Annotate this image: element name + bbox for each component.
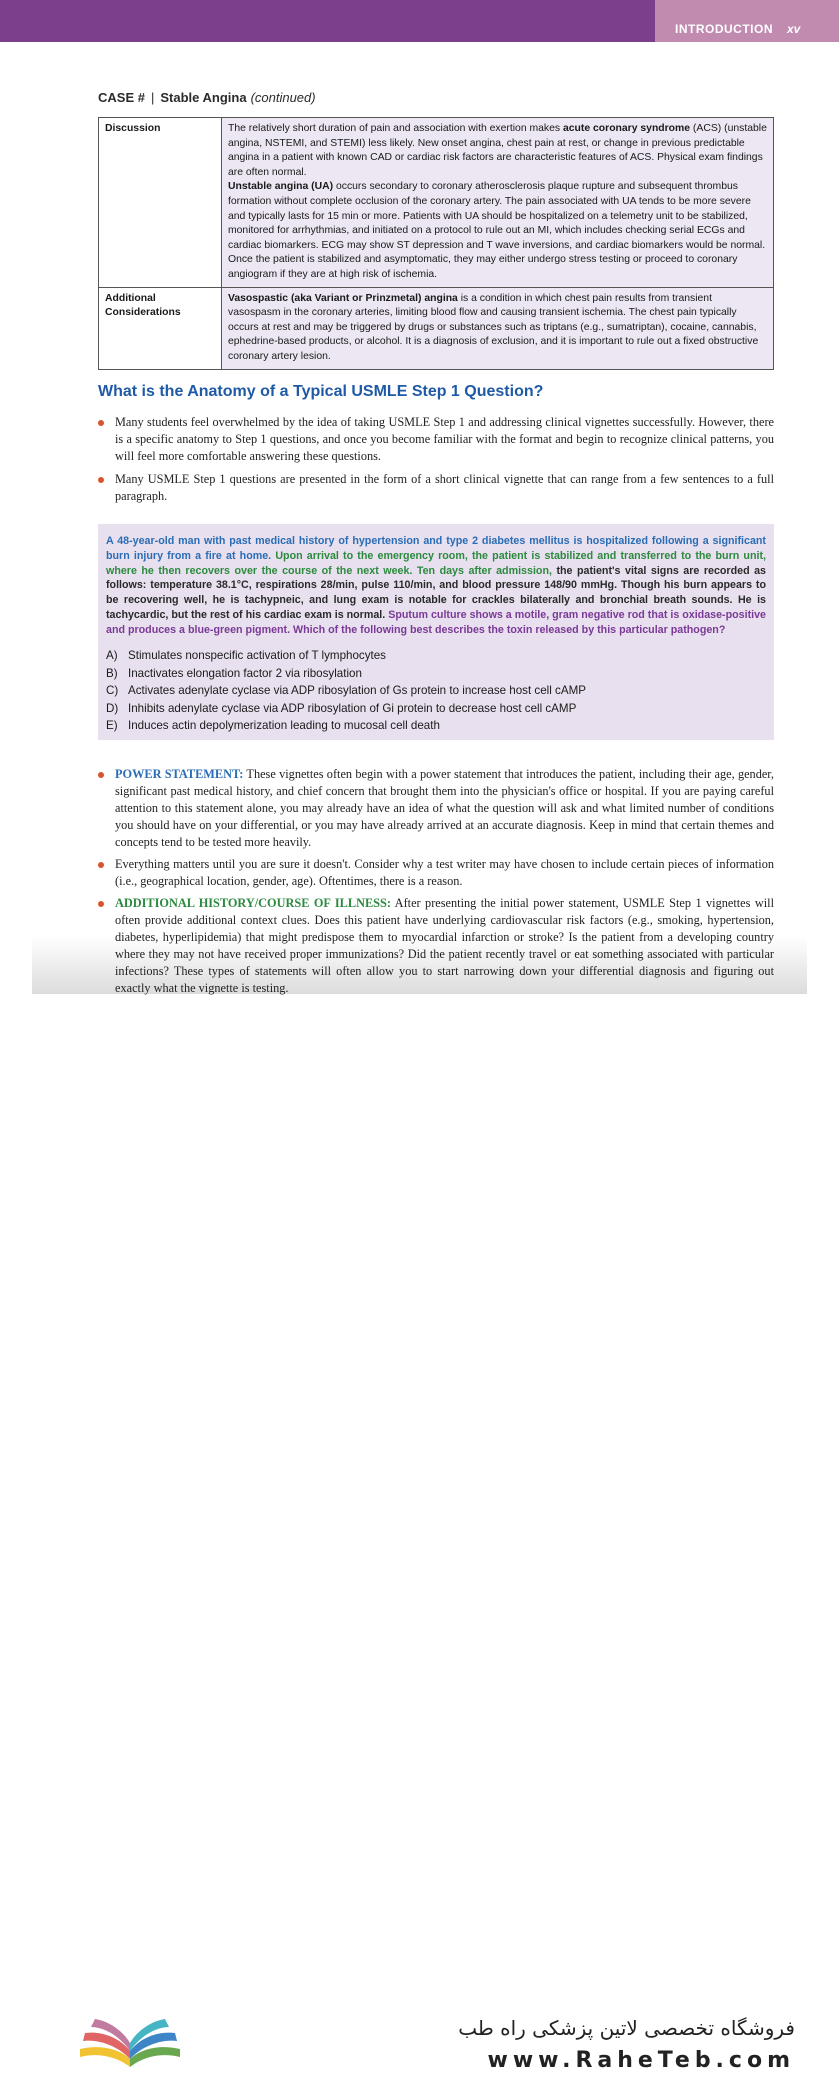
answer-option: D) Inhibits adenylate cyclase via ADP ribosylation of Gi protein to decrease host cell cAMP (106, 701, 577, 715)
bullet-item: POWER STATEMENT: These vignettes often begin with a power statement that introduces the patient, including their age, gender, significant past medical history, and chief concern that brought them into the physician's office or hospital. If you are paying careful attention to this statement alone, you may already have an idea of what the question will ask and what limited number of conditions you should have on your differential, or you may have already arrived at an accurate diagnosis. Keep in mind that certain themes and concepts tend to be tested more heavily. (98, 766, 774, 851)
section-heading: What is the Anatomy of a Typical USMLE Step 1 Question? (98, 383, 544, 400)
answer-options (106, 647, 586, 735)
stem-power-statement: A 48-year-old man with past medical history of hypertension and type 2 diabetes mellitus is hospitalized following a significant burn injury from a fire at home. (106, 535, 766, 562)
header-bar (0, 0, 655, 42)
bullet-dot-icon (98, 901, 104, 907)
section-label: INTRODUCTION (675, 22, 773, 36)
case-text: The relatively short duration of pain and association with exertion makes (228, 123, 563, 134)
intro-bullet-list (98, 414, 774, 511)
book-logo-icon (75, 2005, 185, 2075)
bullet-item: Many USMLE Step 1 questions are presented in the form of a short clinical vignette that can range from a few sentences to a full paragraph. (98, 471, 774, 505)
case-row-text (222, 287, 774, 369)
bullet-dot-icon (98, 862, 104, 868)
bullet-dot-icon (98, 772, 104, 778)
stem-question: Sputum culture shows a motile, gram negative rod that is oxidase-positive and produces a blue-green pigment. Which of the following best describes the toxin released by this particular pathogen? (106, 608, 766, 636)
bullet-keyword: ADDITIONAL HISTORY/COURSE OF ILLNESS: (115, 896, 391, 910)
sample-question-box (98, 524, 774, 740)
case-row-label: Additional Considerations (99, 287, 222, 369)
case-row-text (222, 118, 774, 288)
answer-option: A) Stimulates nonspecific activation of T lymphocytes (106, 649, 386, 662)
case-text: is a condition in which chest pain results from transient vasospasm in the coronary arteries, limiting blood flow and causing transient ischemia. The chest pain typically occurs at rest and may be triggered by drugs or substances such as triptans (e.g., sumatriptan), cocaine, cannabis, ephedrine-based products, or alcohol. It is a diagnosis of exclusion, and it is important to rule out a fixed obstructive coronary artery lesion. (228, 292, 759, 362)
case-row-label: Discussion (99, 118, 222, 288)
shop-url: www.RaheTeb.com (487, 2048, 795, 2073)
answer-option: B) Inactivates elongation factor 2 via ribosylation (106, 666, 362, 680)
case-term: acute coronary syndrome (563, 123, 691, 134)
case-text: occurs secondary to coronary atherosclerosis plaque rupture and subsequent thrombus formation without complete occlusion of the coronary artery. The pain associated with UA tends to be more severe and typically lasts for 15 min or more. Patients with UA should be hospitalized on a telemetry unit to be stabilized, monitored for arrhythmias, and initiated on a protocol to rule out an MI, which includes checking serial ECGs and cardiac biomarkers. ECG may show ST depression and T wave inversions, and cardiac biomarkers would be normal. Once the patient is stabilized and asymptomatic, they may either undergo stress testing or proceed to coronary angiogram if they are at high risk of ischemia. (228, 181, 766, 280)
anatomy-bullet-list (98, 766, 774, 1002)
case-name: Stable Angina (160, 90, 247, 105)
case-term: Vasospastic (aka Variant or Prinzmetal) angina (228, 292, 458, 304)
case-title: CASE # | Stable Angina (continued) (98, 90, 316, 105)
header-tab (655, 0, 839, 42)
stem-exam: the patient's vital signs are recorded as follows: temperature 38.1°C, respirations 28/min, pulse 110/min, and blood pressure 148/90 mmHg. Though his burn appears to be recovering well, he is tachypneic, and lung exam is notable for crackles bilaterally and bronchial breath sounds. He is tachycardic, but the rest of his cardiac exam is normal. (106, 564, 766, 621)
footer-banner (0, 1000, 839, 2073)
case-row (99, 118, 774, 288)
case-text: (ACS) (unstable angina, NSTEMI, and STEMI) less likely. New onset angina, chest pain at rest, or change in previous predictable angina in a patient with known CAD or cardiac risk factors are characteristic features of ACS. Physical exam findings are often normal. (228, 123, 767, 178)
case-table (98, 117, 774, 370)
page-number: xv (787, 22, 801, 36)
bullet-dot-icon (98, 477, 104, 483)
case-term: Unstable angina (UA) (228, 181, 334, 193)
bullet-keyword: POWER STATEMENT: (115, 767, 244, 781)
bullet-item: Everything matters until you are sure it doesn't. Consider why a test writer may have chosen to include certain pieces of information (i.e., geographical location, gender, age). Oftentimes, there is a reason. (98, 856, 774, 890)
answer-option: C) Activates adenylate cyclase via ADP ribosylation of Gs protein to increase host cell cAMP (106, 684, 586, 698)
question-stem (106, 534, 766, 638)
stem-history: Upon arrival to the emergency room, the patient is stabilized and transferred to the burn unit, where he then recovers over the course of the next week. Ten days after admission, (106, 549, 766, 577)
case-prefix: CASE # (98, 90, 145, 105)
shop-name: فروشگاه تخصصی لاتین پزشکی راه طب (458, 2016, 795, 2040)
bullet-dot-icon (98, 420, 104, 426)
bullet-item: Many students feel overwhelmed by the idea of taking USMLE Step 1 and addressing clinical vignettes successfully. However, there is a specific anatomy to Step 1 questions, and once you become familiar with the format and begin to recognize clinical patterns, you will feel more comfortable answering these questions. (98, 414, 774, 465)
case-suffix: (continued) (250, 90, 316, 105)
answer-option: E) Induces actin depolymerization leading to mucosal cell death (106, 719, 440, 733)
case-row (99, 287, 774, 369)
bullet-item: ADDITIONAL HISTORY/COURSE OF ILLNESS: After presenting the initial power statement, USMLE Step 1 vignettes will often provide additional context clues. Does this patient have underlying cardiovascular risk factors (e.g., smoking, hypertension, diabetes, hyperlipidemia) that might predispose them to myocardial infarction or stroke? Is the patient from a developing country where they may not have received proper immunizations? Did the patient recently travel or eat something associated with particular infections? These types of statements will often allow you to start narrowing down your differential diagnosis and figuring out exactly what the vignette is testing. (98, 895, 774, 997)
